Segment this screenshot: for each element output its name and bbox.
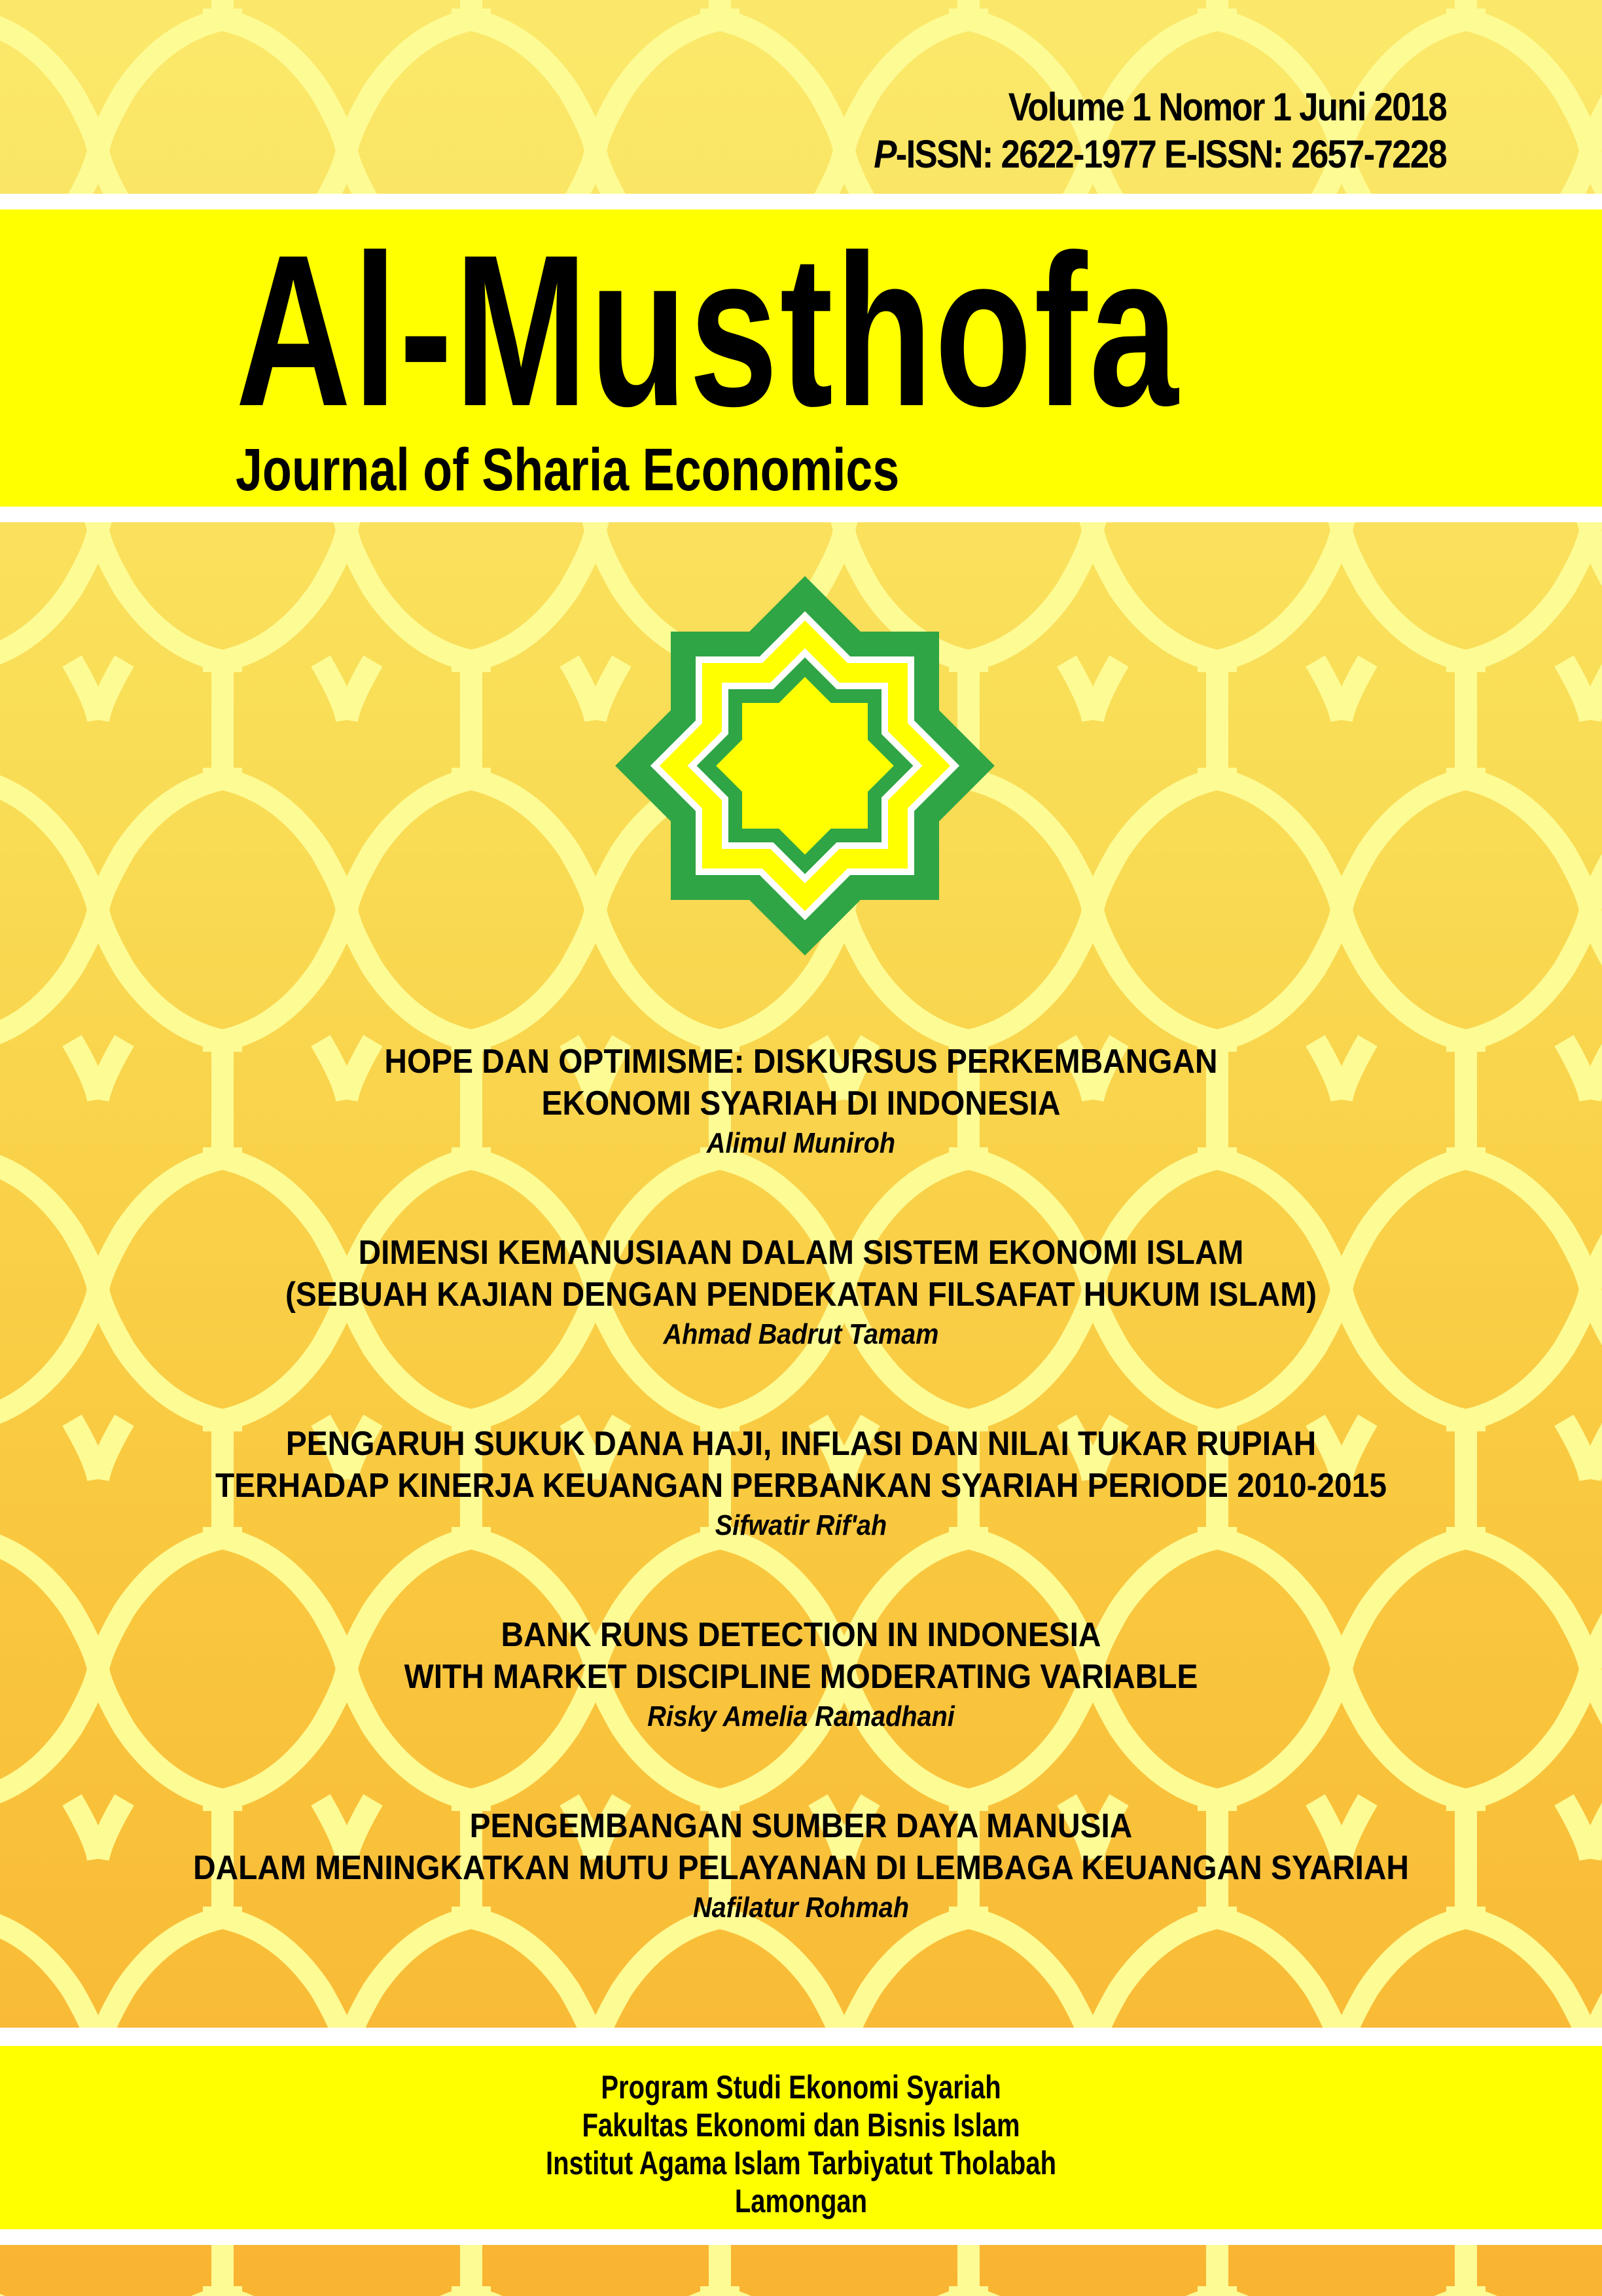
article-item — [0, 1423, 1602, 1545]
top-separator-band — [0, 194, 1602, 209]
program-name: Program Studi Ekonomi Syariah — [601, 2069, 1001, 2106]
article-title-line: HOPE DAN OPTIMISME: DISKURSUS PERKEMBANGAN — [384, 1043, 1218, 1081]
article-author: Alimul Muniroh — [706, 1127, 896, 1159]
article-title-line: (SEBUAH KAJIAN DENGAN PENDEKATAN FILSAFAT HUKUM ISLAM) — [285, 1276, 1317, 1314]
footer-bottom-separator — [0, 2229, 1602, 2245]
header-bottom-separator — [0, 507, 1602, 522]
footer-top-separator — [0, 2028, 1602, 2046]
article-title-line: BANK RUNS DETECTION IN INDONESIA — [501, 1616, 1101, 1654]
journal-subtitle: Journal of Sharia Economics — [236, 437, 900, 503]
article-author: Risky Amelia Ramadhani — [647, 1700, 955, 1732]
article-title-line: PENGARUH SUKUK DANA HAJI, INFLASI DAN NILAI TUKAR RUPIAH — [285, 1425, 1317, 1463]
article-title-line: TERHADAP KINERJA KEUANGAN PERBANKAN SYARIAH PERIODE 2010-2015 — [215, 1467, 1387, 1505]
article-title-line: DALAM MENINGKATKAN MUTU PELAYANAN DI LEMBAGA KEUANGAN SYARIAH — [193, 1849, 1409, 1887]
article-item — [0, 1041, 1602, 1162]
institute-name: Institut Agama Islam Tarbiyatut Tholabah — [545, 2145, 1057, 2181]
journal-title: Al-Musthofa — [236, 209, 1181, 451]
eight-pointed-star-icon — [615, 576, 995, 956]
article-title-line: DIMENSI KEMANUSIAAN DALAM SISTEM EKONOMI ISLAM — [358, 1234, 1244, 1272]
article-author: Ahmad Badrut Tamam — [663, 1318, 939, 1350]
publisher-info — [0, 2068, 1602, 2220]
issue-info — [874, 84, 1446, 178]
issn-text: -ISSN: 2622-1977 E-ISSN: 2657-7228 — [895, 132, 1446, 176]
city-name: Lamongan — [734, 2183, 868, 2219]
article-item — [0, 1805, 1602, 1927]
article-item — [0, 1232, 1602, 1354]
faculty-name: Fakultas Ekonomi dan Bisnis Islam — [582, 2107, 1020, 2144]
article-author: Nafilatur Rohmah — [692, 1892, 910, 1924]
article-title-line: WITH MARKET DISCIPLINE MODERATING VARIABLE — [404, 1658, 1198, 1696]
article-title-line: PENGEMBANGAN SUMBER DAYA MANUSIA — [469, 1807, 1133, 1845]
article-item — [0, 1614, 1602, 1736]
article-title-line: EKONOMI SYARIAH DI INDONESIA — [541, 1085, 1061, 1122]
volume-line: Volume 1 Nomor 1 Juni 2018 — [1008, 85, 1446, 129]
issn-prefix: P — [874, 132, 896, 176]
issn-line — [874, 131, 1446, 178]
article-author: Sifwatir Rif'ah — [715, 1509, 887, 1541]
